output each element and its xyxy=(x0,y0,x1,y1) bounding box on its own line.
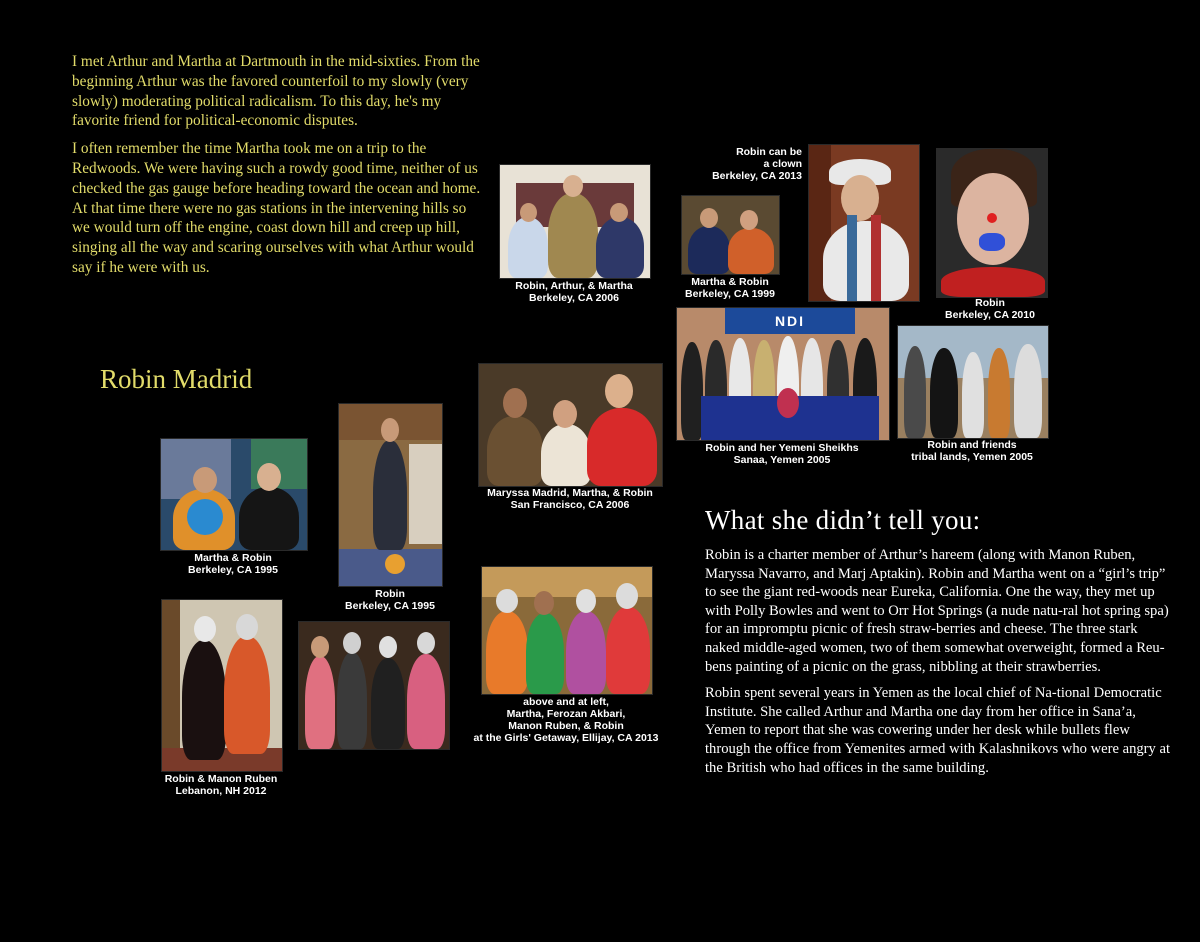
photo-maryssa-martha-robin xyxy=(478,363,663,487)
photo-martha-robin-1995 xyxy=(160,438,308,551)
photo-martha-robin-1999 xyxy=(681,195,780,275)
ndi-banner xyxy=(725,308,855,334)
photo-robin-clown xyxy=(808,144,920,302)
photo-robin-2010 xyxy=(936,148,1048,298)
photo-girls-getaway-gifts xyxy=(481,566,653,695)
caption-robin-1995: Robin Berkeley, CA 1995 xyxy=(345,588,435,612)
photo-robin-manon xyxy=(161,599,283,772)
page-title: Robin Madrid xyxy=(100,364,253,394)
photo-tribal-lands xyxy=(897,325,1049,439)
intro-paragraph-1: I met Arthur and Martha at Dartmouth in the mid-sixties. From the beginning Arthur was the favored counterfoil to my slowly (very slowly) moderating political radicalism. To this day, he's my favorite friend for political-economic disputes. xyxy=(72,53,480,130)
caption-robin-manon: Robin & Manon Ruben Lebanon, NH 2012 xyxy=(164,773,278,797)
ndi-banner-text: NDI xyxy=(774,313,806,329)
caption-girls-getaway: above and at left, Martha, Ferozan Akbari, Manon Ruben, & Robin at the Girls' Getaway, Ellijay, CA 2013 xyxy=(473,696,659,744)
caption-robin-arthur-martha: Robin, Arthur, & Martha Berkeley, CA 2006 xyxy=(515,280,633,304)
caption-martha-robin-1995: Martha & Robin Berkeley, CA 1995 xyxy=(188,552,278,576)
caption-martha-robin-1999: Martha & Robin Berkeley, CA 1999 xyxy=(685,276,775,300)
photo-girls-getaway-group xyxy=(298,621,450,750)
caption-maryssa-martha-robin: Maryssa Madrid, Martha, & Robin San Francisco, CA 2006 xyxy=(487,487,653,511)
photo-yemeni-sheikhs xyxy=(676,307,890,441)
story-paragraph-2: Robin spent several years in Yemen as the local chief of Na-tional Democratic Institute. She called Arthur and Martha one day from her office in Sana’a, Yemen to report that she was cowering under her desk while bullets flew through the office from Yemenites armed with Kalashnikovs who were angry at the British who had offices in the same building. xyxy=(705,685,1170,776)
caption-tribal-lands: Robin and friends tribal lands, Yemen 2005 xyxy=(911,439,1033,463)
story-heading: What she didn’t tell you: xyxy=(705,505,981,535)
caption-robin-2010: Robin Berkeley, CA 2010 xyxy=(945,297,1035,321)
caption-yemeni-sheikhs: Robin and her Yemeni Sheikhs Sanaa, Yemen 2005 xyxy=(705,442,859,466)
intro-paragraph-2: I often remember the time Martha took me on a trip to the Redwoods. We were having such a rowdy good time, neither of us checked the gas gauge before heading toward the ocean and home. At that time there were no gas stations in the intervening hills so we would turn off the engine, coast down hill and creep up hill, singing all the way and scaring ourselves with what Arthur would say if he were with us. xyxy=(72,140,481,276)
photo-robin-1995 xyxy=(338,403,443,587)
photo-robin-arthur-martha xyxy=(499,164,651,279)
story-section xyxy=(705,505,1175,785)
intro-text xyxy=(72,52,482,286)
caption-clown: Robin can be a clown Berkeley, CA 2013 xyxy=(712,146,802,182)
story-paragraph-1: Robin is a charter member of Arthur’s hareem (along with Manon Ruben, Maryssa Navarro, and Marj Aptakin). Robin and Martha went on a “girl’s trip” to see the giant red-woods near Eureka, California. One the way, they met up with Polly Bowles and went to Orr Hot Springs (a nude natu-ral hot spring spa) for an impromptu picnic of fresh straw-berries and cheese. The three stark naked middle-aged women, two of them somewhat overweight, formed a Reu-bens painting of a picnic on the grass, nibbling at their strawberries. xyxy=(705,547,1169,675)
